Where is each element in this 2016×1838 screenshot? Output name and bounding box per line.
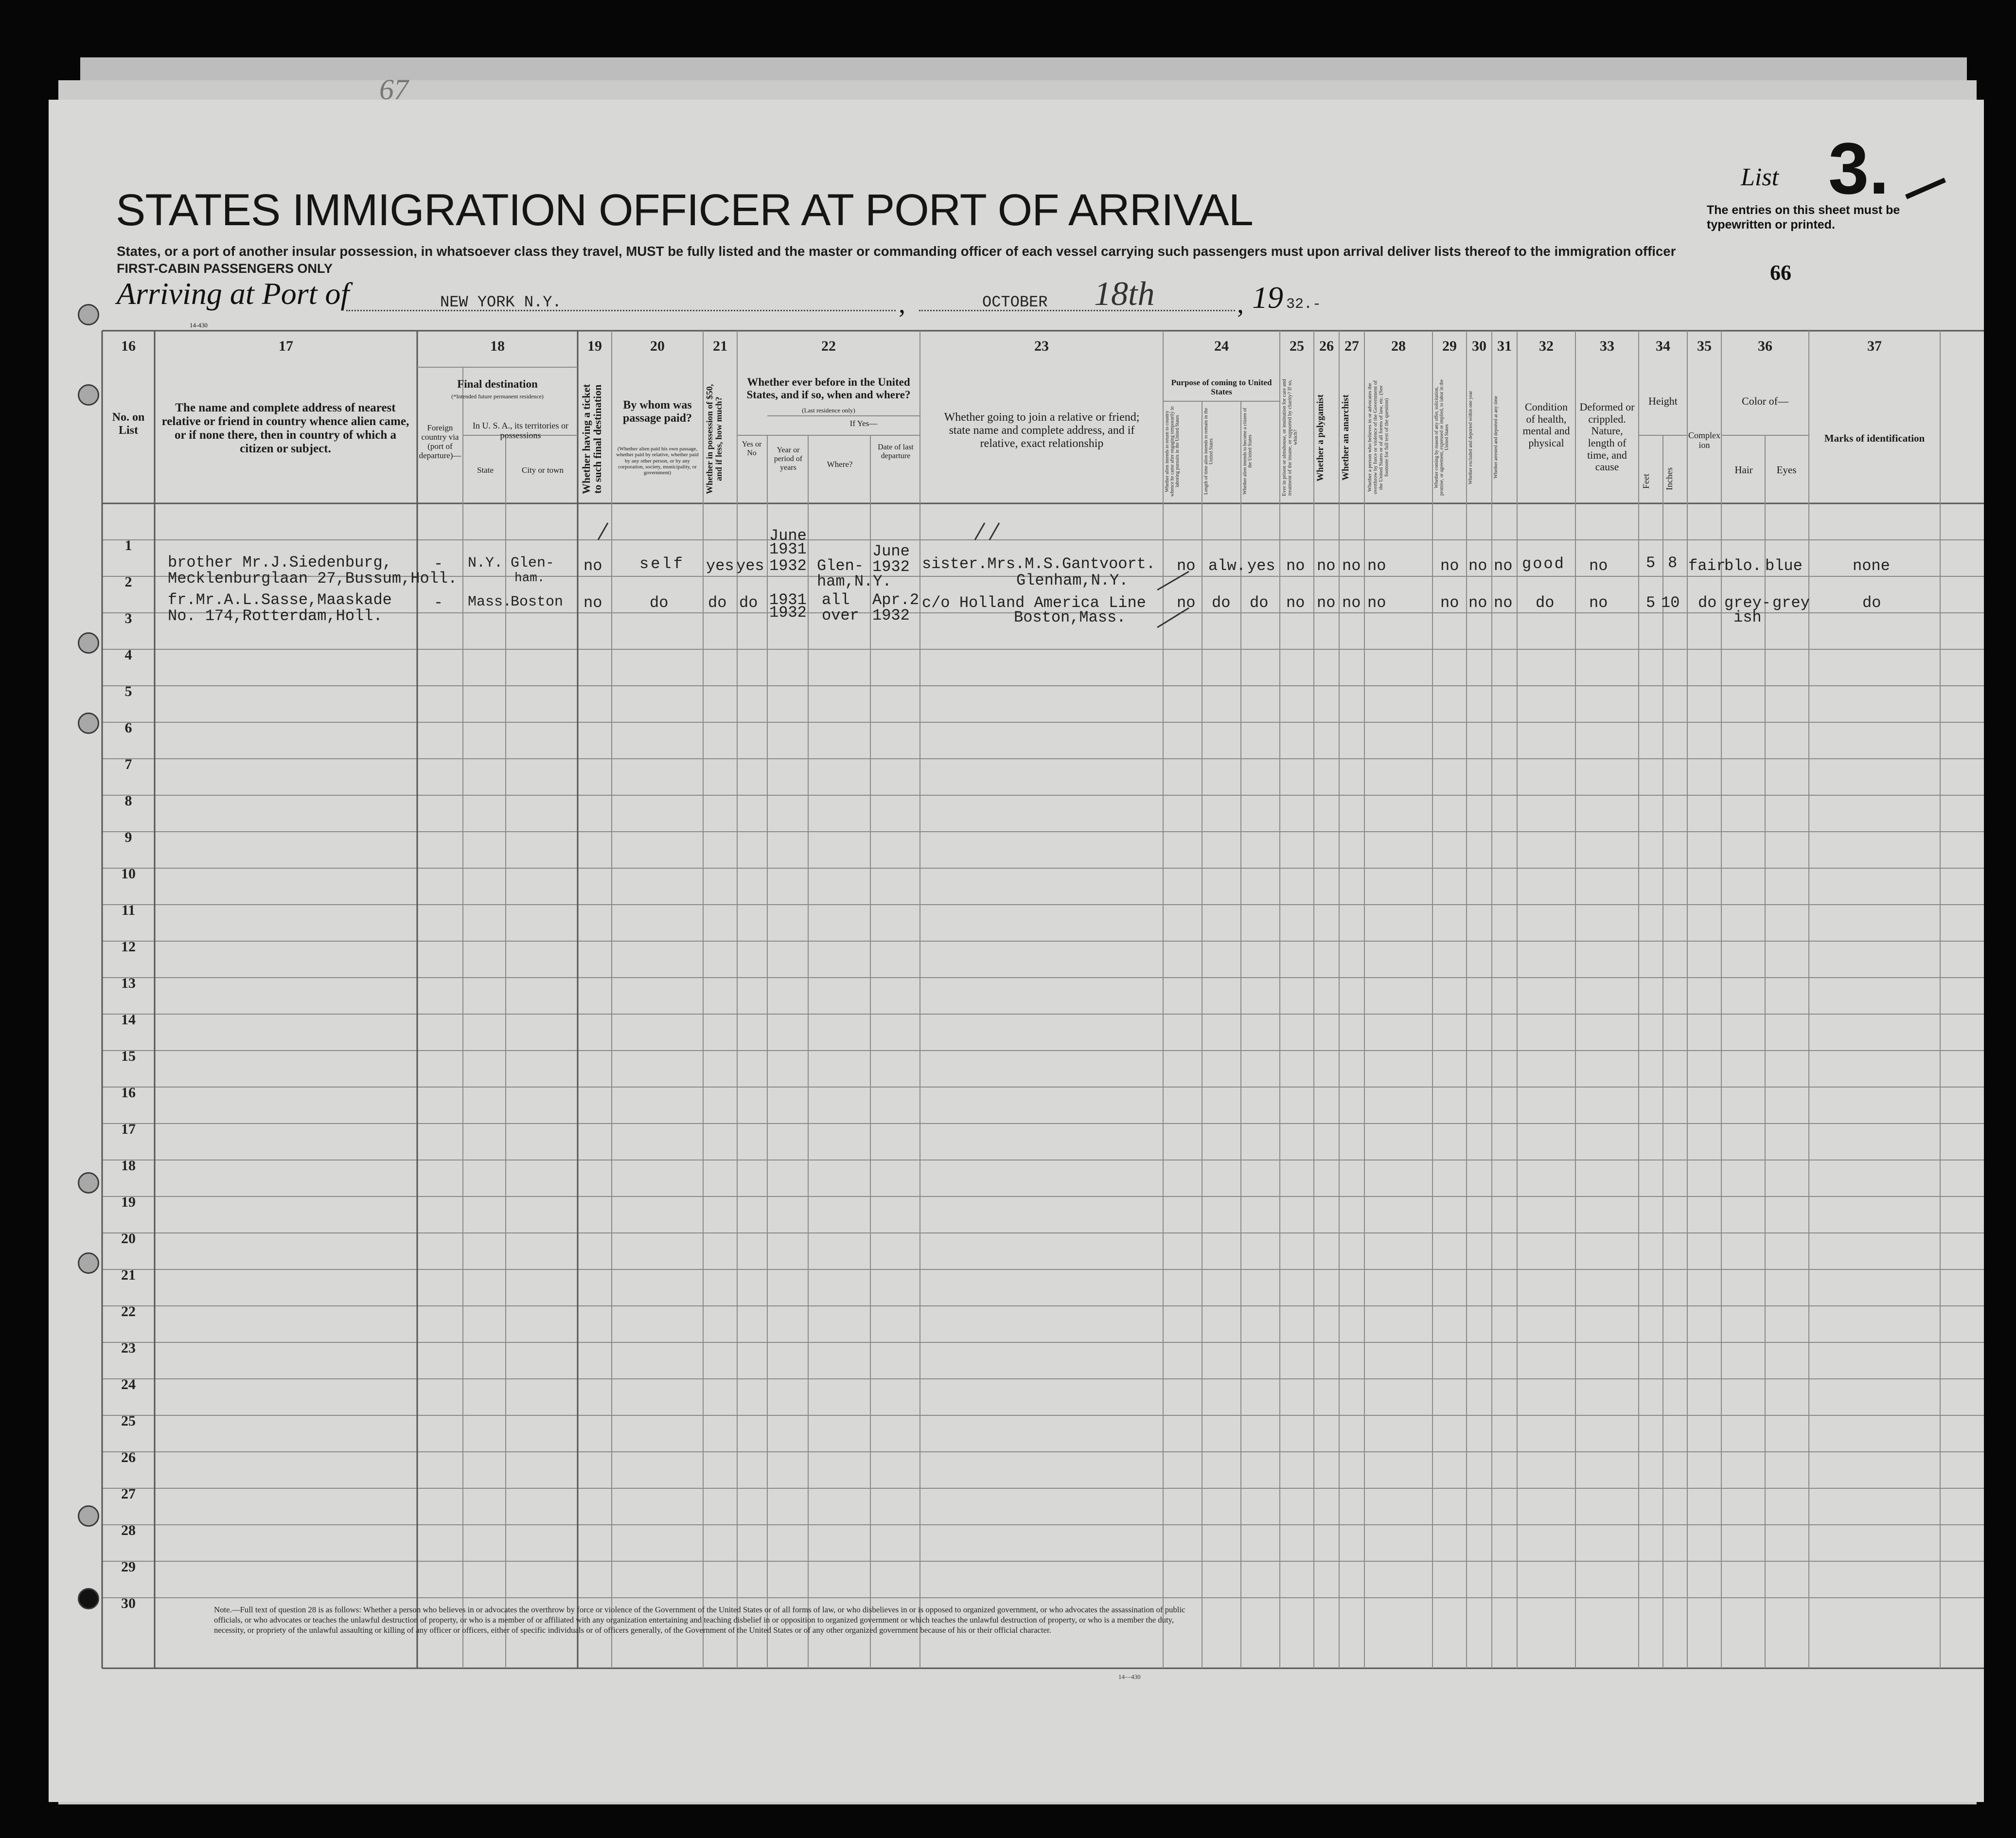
col-head-36: Color of— xyxy=(1742,395,1788,407)
col-head-22-date: Date of last departure xyxy=(878,443,914,460)
hair-color: blo. xyxy=(1724,557,1762,575)
arriving-month: OCTOBER xyxy=(982,293,1048,311)
col-head-30: Whether excluded and deported within one year xyxy=(1468,391,1473,484)
last-departure: 1932 xyxy=(872,558,910,576)
purpose-length: alw. xyxy=(1208,557,1246,575)
relative-address: No. 174,Rotterdam,Holl. xyxy=(168,607,383,625)
previous-where: ham,N.Y. xyxy=(817,572,892,590)
form-sheet xyxy=(49,73,1984,1802)
passage-paid-by: self xyxy=(639,555,685,573)
row-number: 11 xyxy=(121,902,136,918)
row-number: 16 xyxy=(121,1085,136,1101)
row-number: 8 xyxy=(124,793,132,809)
eye-color: blue xyxy=(1765,557,1803,575)
form-grid xyxy=(49,100,1984,1802)
arriving-date-line xyxy=(919,310,1235,311)
col-num-19: 19 xyxy=(587,338,602,354)
row-number: 29 xyxy=(121,1559,136,1575)
row-number: 28 xyxy=(121,1522,136,1538)
arriving-year-prefix: 19 xyxy=(1252,280,1283,315)
arrested: no xyxy=(1494,594,1513,612)
first-cabin-label: FIRST-CABIN PASSENGERS ONLY xyxy=(117,261,333,276)
col-head-36-eyes: Eyes xyxy=(1776,464,1797,476)
row-number: 20 xyxy=(121,1231,136,1247)
excluded: no xyxy=(1468,557,1487,575)
arriving-port-line xyxy=(346,310,896,311)
excluded: no xyxy=(1468,594,1487,612)
col-num-32: 32 xyxy=(1539,338,1554,354)
col-head-22-yesno: Yes or No xyxy=(742,440,762,457)
row-number: 4 xyxy=(124,647,132,663)
joining-relative: Glenham,N.Y. xyxy=(1016,571,1129,589)
list-number: 3. xyxy=(1828,127,1890,209)
identification-marks: do xyxy=(1862,594,1881,612)
col-head-19: Whether having a ticket to such final destination xyxy=(580,384,604,495)
previous-where: over xyxy=(822,607,859,625)
health-condition: good xyxy=(1522,555,1565,573)
form-code: 14-430 xyxy=(190,321,208,329)
before-in-us: yes xyxy=(736,557,764,575)
overthrow: no xyxy=(1367,557,1386,575)
height-inches: 10 xyxy=(1661,594,1680,612)
col-num-23: 23 xyxy=(1034,338,1049,354)
purpose-citizen: yes xyxy=(1247,557,1275,575)
passage-paid-by: do xyxy=(650,594,669,612)
complexion: fair xyxy=(1688,557,1726,575)
destination-city: Boston xyxy=(511,594,564,610)
period-of-years: June xyxy=(769,527,807,545)
col-num-25: 25 xyxy=(1290,338,1304,354)
col-head-18-state: State xyxy=(477,465,494,475)
row-number: 9 xyxy=(124,829,132,845)
destination-city: ham. xyxy=(514,571,545,585)
ticket: no xyxy=(584,594,602,612)
page-title: STATES IMMIGRATION OFFICER AT PORT OF ARRIVAL xyxy=(116,185,1253,235)
foreign-country: - xyxy=(434,555,443,573)
row-number: 18 xyxy=(121,1158,136,1174)
col-head-21: Whether in possession of $50, and if less, how much? xyxy=(705,384,724,494)
col-head-35: Complexion xyxy=(1688,430,1720,450)
arrested: no xyxy=(1494,557,1513,575)
col-head-25: Ever in prison or almshouse, or institution for care and treatment of the insane, or supported by charity? If so, which? xyxy=(1281,379,1299,496)
before-in-us: do xyxy=(739,594,758,612)
col-head-34-inches: Inches xyxy=(1664,467,1674,491)
prison: no xyxy=(1286,557,1305,575)
row-number: 7 xyxy=(124,756,132,772)
row-number: 30 xyxy=(121,1595,136,1611)
fifty-dollars: yes xyxy=(706,557,734,575)
col-head-34-feet: Feet xyxy=(1641,474,1651,489)
arriving-port: NEW YORK N.Y. xyxy=(440,293,562,311)
page-number: 66 xyxy=(1770,261,1791,285)
identification-marks: none xyxy=(1853,557,1890,575)
labor-offer: no xyxy=(1440,557,1459,575)
col-num-31: 31 xyxy=(1497,338,1512,354)
col-num-18: 18 xyxy=(490,338,505,354)
overthrow: no xyxy=(1367,594,1386,612)
period-of-years: 1932 xyxy=(769,604,807,622)
last-departure: 1932 xyxy=(872,607,910,625)
row-number: 12 xyxy=(121,939,136,955)
foreign-country: - xyxy=(434,594,443,612)
question-28-note: Note.—Full text of question 28 is as follows: Whether a person who believes in or advocates the overthrow by force or violence of the Government of the United States or of all forms of law, or who disbelieves in or is opposed to organized government, or who advocates the assassination of public officials, or who advocates or teaches the unlawful destruction of property, or who is a member of or affiliated with any organization entertaining and teaching disbelief in or opposition to organized government or which teaches the unlawful destruction of property, or who is a member the duty, necessity, or propriety of the unlawful assaulting or killing of any officer or officers, either of specific individuals or of officers generally, of the Government of the United States or of any other organized government because of his or their official character. xyxy=(214,1605,1185,1635)
col-head-37: Marks of identification xyxy=(1824,432,1925,444)
list-label: List xyxy=(1741,163,1779,191)
destination-city: Glen- xyxy=(511,555,555,571)
col-num-24: 24 xyxy=(1214,338,1229,354)
row-number: 2 xyxy=(124,574,132,590)
previous-where: all xyxy=(822,591,850,609)
col-num-21: 21 xyxy=(713,338,727,354)
arriving-year-suffix: 32.- xyxy=(1286,296,1322,313)
col-head-22-ifyes: If Yes— xyxy=(849,419,878,428)
top-scribble: 67 xyxy=(379,73,408,106)
col-head-28: Whether a person who believes in or advocates the overthrow by force or violence of the Government of the United States or of all forms of law, etc. (See footnote for full text of the question) xyxy=(1367,380,1390,495)
relative-address: Mecklenburglaan 27,Bussum,Holl. xyxy=(168,570,458,588)
col-head-24-v2: Length of time alien intends to remain in the United States xyxy=(1203,408,1214,495)
comma-1: , xyxy=(899,289,905,319)
row-number: 26 xyxy=(121,1449,136,1465)
relative-address: fr.Mr.A.L.Sasse,Maaskade xyxy=(168,591,392,609)
col-head-31: Whether arrested and deported at any time xyxy=(1493,396,1499,479)
col-num-34: 34 xyxy=(1656,338,1670,354)
col-num-26: 26 xyxy=(1319,338,1334,354)
col-num-29: 29 xyxy=(1442,338,1457,354)
col-head-22-period: Year or period of years xyxy=(774,446,803,472)
intro-text: States, or a port of another insular possession, in whatsoever class they travel, MUST be fully listed and the master or commanding officer of each vessel carrying such passengers must upon arrival deliver lists thereof to the immigration officer xyxy=(117,244,1676,259)
col-num-20: 20 xyxy=(650,338,665,354)
health-condition: do xyxy=(1536,594,1555,612)
row-number: 10 xyxy=(121,866,136,882)
col-num-17: 17 xyxy=(279,338,293,354)
height-feet: 5 xyxy=(1646,554,1656,572)
col-head-20-sub: (Whether alien paid his own passage, whether paid by relative, whether paid by any other person, or by any corporation, society, municipality, or government) xyxy=(616,446,699,476)
row-number: 21 xyxy=(121,1267,136,1283)
arriving-label: Arriving at Port of xyxy=(117,276,350,311)
row-number: 25 xyxy=(121,1413,136,1429)
col-head-33: Deformed or crippled. Nature, length of time, and cause xyxy=(1579,401,1635,473)
labor-offer: no xyxy=(1440,594,1459,612)
col-head-36-hair: Hair xyxy=(1734,464,1753,476)
col-head-20: By whom was passage paid? xyxy=(622,399,692,425)
typewritten-note: The entries on this sheet must be typewritten or printed. xyxy=(1707,203,1900,232)
row-number: 14 xyxy=(121,1012,136,1028)
polygamist: no xyxy=(1317,594,1336,612)
purpose-length: do xyxy=(1212,594,1231,612)
row-number: 22 xyxy=(121,1303,136,1320)
col-head-24-v3: Whether alien intends to become a citizen of the United States xyxy=(1242,408,1253,495)
col-head-22: Whether ever before in the United States, and if so, when and where? xyxy=(746,376,911,401)
col-head-29: Whether coming by reason of any offer, solicitation, promise, or agreement, expressed or implied, to labor in the United States xyxy=(1434,379,1450,496)
binder-hole xyxy=(78,1588,99,1609)
row-number: 5 xyxy=(124,683,132,699)
deformed: no xyxy=(1589,557,1608,575)
last-departure: Apr.2 xyxy=(872,591,920,609)
period-of-years: 1931 xyxy=(769,591,807,609)
footer-form-code: 14—430 xyxy=(1118,1673,1141,1680)
arriving-day: 18th xyxy=(1094,275,1155,313)
col-head-17: The name and complete address of nearest relative or friend in country whence alien came, or if none there, then in country of which a citizen or subject. xyxy=(161,401,409,455)
col-head-26: Whether a polygamist xyxy=(1315,394,1326,482)
row-number: 3 xyxy=(124,610,132,626)
binder-hole xyxy=(78,1505,99,1527)
col-num-36: 36 xyxy=(1758,338,1772,354)
col-num-30: 30 xyxy=(1472,338,1486,354)
destination-state: Mass. xyxy=(468,594,512,610)
fifty-dollars: do xyxy=(708,594,727,612)
col-head-16: No. on List xyxy=(112,411,145,437)
row-number: 24 xyxy=(121,1376,136,1392)
col-head-18-city: City or town xyxy=(522,465,564,475)
row-number: 13 xyxy=(121,975,136,991)
hair-color: ish xyxy=(1733,608,1762,626)
previous-where: Glen- xyxy=(817,557,864,575)
col-head-18-usa: In U. S. A., its territories or possessions xyxy=(473,421,568,441)
col-head-32: Condition of health, mental and physical xyxy=(1522,401,1570,449)
joining-relative: c/o Holland America Line xyxy=(922,594,1146,612)
row-number: 27 xyxy=(121,1486,136,1502)
col-head-24-v1: Whether alien intends to return to country whence he came after engaging temporarily in laboring pursuits in the United States xyxy=(1165,406,1180,497)
row-number: 1 xyxy=(124,537,132,553)
binder-hole xyxy=(78,384,99,406)
comma-2: , xyxy=(1237,289,1244,319)
prison: no xyxy=(1286,594,1305,612)
col-head-22-sub: (Last residence only) xyxy=(802,407,855,414)
purpose-citizen: do xyxy=(1250,594,1269,612)
last-departure: June xyxy=(872,542,910,560)
height-inches: 8 xyxy=(1668,554,1678,572)
binder-hole xyxy=(78,632,99,654)
hair-color: grey- xyxy=(1724,594,1771,612)
col-head-23: Whether going to join a relative or friend; state name and complete address, and if relative, exact relationship xyxy=(944,411,1140,450)
height-feet: 5 xyxy=(1646,594,1656,612)
relative-address: brother Mr.J.Siedenburg, xyxy=(168,553,392,571)
col-num-16: 16 xyxy=(121,338,136,354)
col-head-18-foreign: Foreign country via (port of departure)— xyxy=(419,423,461,461)
col-head-18: Final destination xyxy=(457,378,538,390)
col-head-24: Purpose of coming to United States xyxy=(1171,378,1272,397)
row-number: 17 xyxy=(121,1121,136,1137)
col-num-33: 33 xyxy=(1600,338,1614,354)
polygamist: no xyxy=(1317,557,1336,575)
binder-hole xyxy=(78,713,99,734)
row-number: 6 xyxy=(124,720,132,736)
binder-hole xyxy=(78,1172,99,1194)
row-number: 23 xyxy=(121,1340,136,1356)
destination-state: N.Y. xyxy=(468,555,503,571)
deformed: no xyxy=(1589,594,1608,612)
ticket: no xyxy=(584,557,602,575)
row-number: 19 xyxy=(121,1194,136,1210)
period-of-years: 1932 xyxy=(769,557,807,575)
col-head-27: Whether an anarchist xyxy=(1341,394,1351,481)
col-num-27: 27 xyxy=(1344,338,1359,354)
col-head-34: Height xyxy=(1648,395,1678,407)
col-num-35: 35 xyxy=(1697,338,1712,354)
purpose-return: no xyxy=(1177,594,1196,612)
eye-color: grey xyxy=(1772,594,1810,612)
binder-hole xyxy=(78,304,99,325)
col-head-22-where: Where? xyxy=(827,460,853,469)
row-number: 15 xyxy=(121,1048,136,1064)
period-of-years: 1931 xyxy=(769,540,807,558)
col-num-22: 22 xyxy=(821,338,836,354)
complexion: do xyxy=(1698,594,1717,612)
joining-relative: sister.Mrs.M.S.Gantvoort. xyxy=(922,555,1156,573)
joining-relative: Boston,Mass. xyxy=(1014,608,1126,626)
binder-hole xyxy=(78,1252,99,1274)
anarchist: no xyxy=(1342,557,1361,575)
col-num-28: 28 xyxy=(1391,338,1406,354)
col-num-37: 37 xyxy=(1867,338,1882,354)
col-head-18-sub: (*Intended future permanent residence) xyxy=(451,393,544,400)
purpose-return: no xyxy=(1177,557,1196,575)
anarchist: no xyxy=(1342,594,1361,612)
